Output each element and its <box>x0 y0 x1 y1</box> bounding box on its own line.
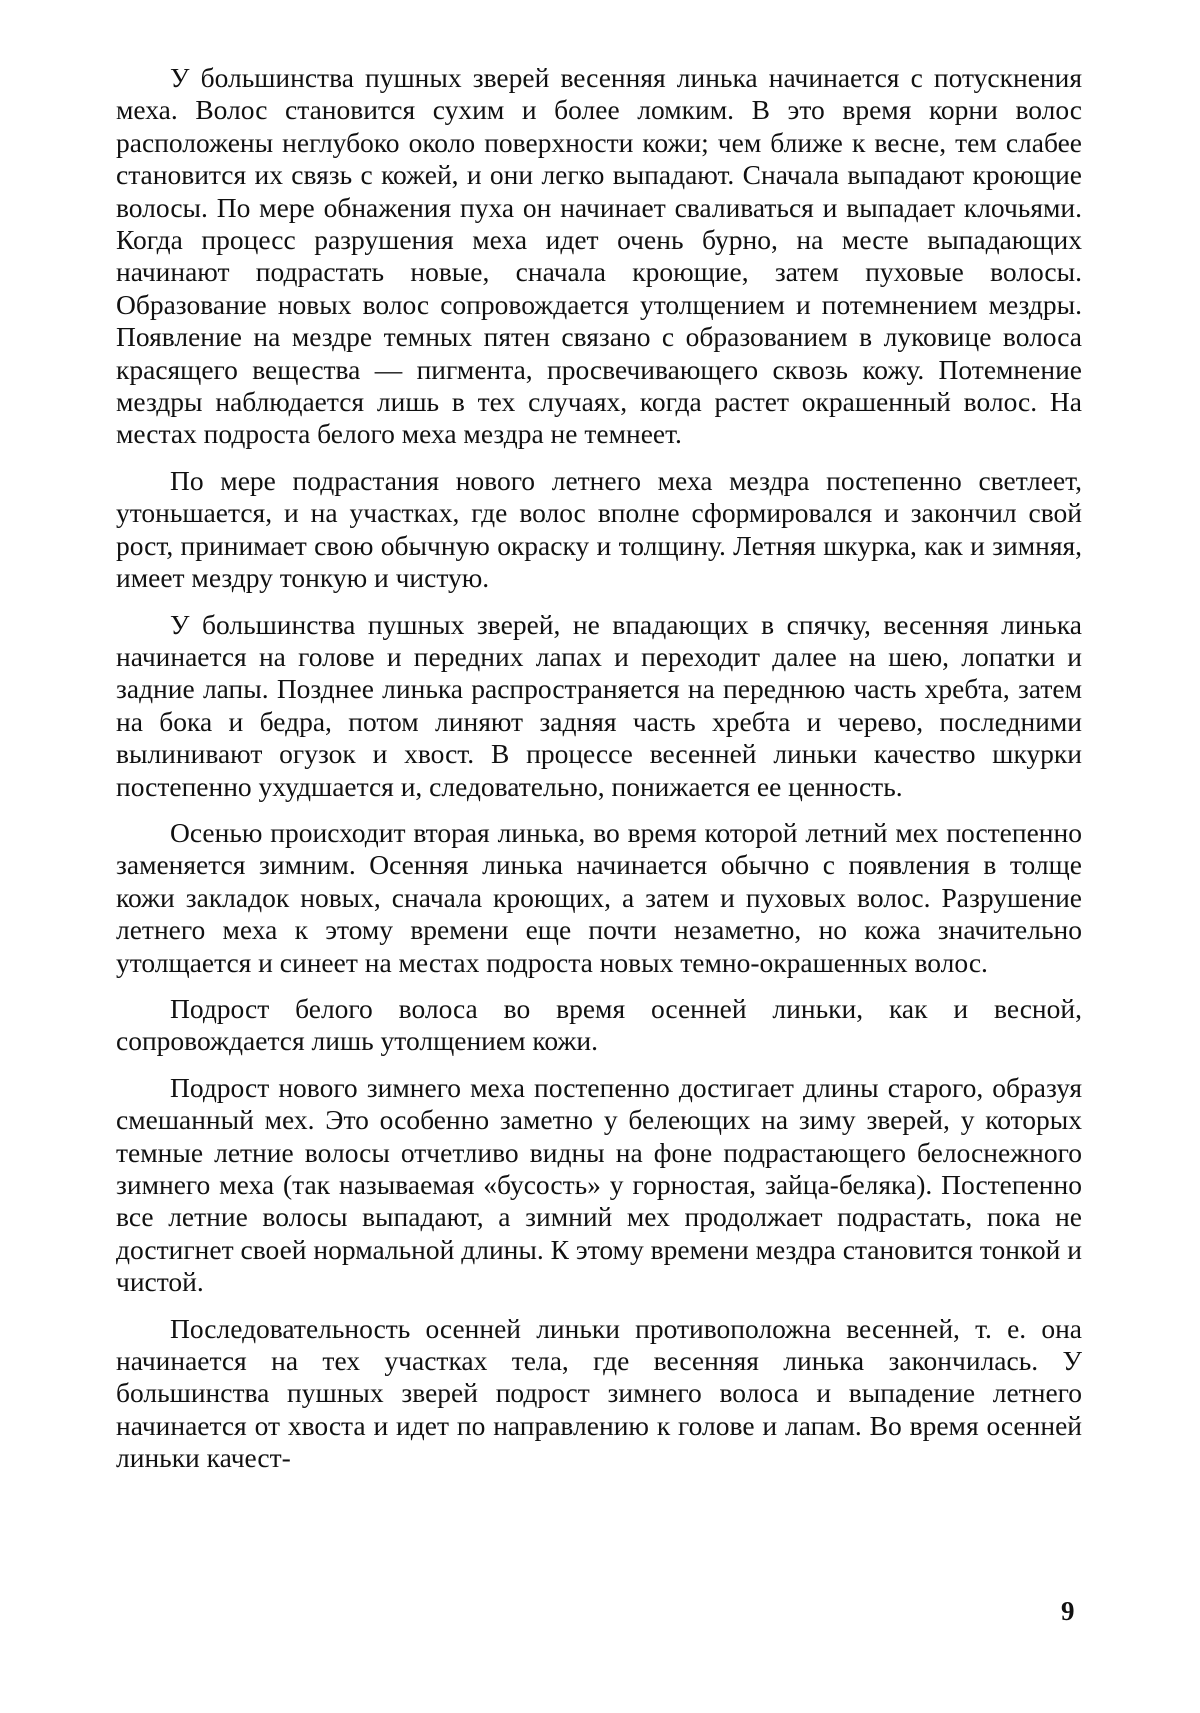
page-body-text <box>116 62 1082 1475</box>
paragraph-autumn-molt-sequence: Последовательность осенней линьки противоположна весенней, т. е. она начинается на тех участках тела, где весенняя линька закончилась. У большинства пушных зверей подрост зимнего волоса и выпадение летнего начинается от хвоста и идет по направлению к голове и лапам. Во время осенней линьки качест- <box>116 1312 1082 1474</box>
page-number: 9 <box>1061 1596 1075 1626</box>
paragraph-spring-molt-start: У большинства пушных зверей весенняя линька начинается с потускнения меха. Волос становится сухим и более ломким. В это время корни волос расположены неглубоко около поверхности кожи; чем ближе к весне, тем слабее становится их связь с кожей, и они легко выпадают. Сначала выпадают кроющие волосы. По мере обнажения пуха он начинает сваливаться и выпадает клочьями. Когда процесс разрушения меха идет очень бурно, на месте выпадающих начинают подрастать новые, сначала кроющие, затем пуховые волосы. Образование новых волос сопровождается утолщением и потемнением мездры. Появление на мездре темных пятен связано с образованием в луковице волоса красящего вещества — пигмента, просвечивающего сквозь кожу. Потемнение мездры наблюдается лишь в тех случаях, когда растет окрашенный волос. На местах подроста белого меха мездра не темнеет. <box>116 62 1082 450</box>
paragraph-spring-molt-sequence: У большинства пушных зверей, не впадающих в спячку, весенняя линька начинается на голове и передних лапах и переходит далее на шею, лопатки и задние лапы. Позднее линька распространяется на переднюю часть хребта, затем на бока и бедра, потом линяют задняя часть хребта и черево, последними вылинивают огузок и хвост. В процессе весенней линьки качество шкурки постепенно ухудшается и, следовательно, понижается ее ценность. <box>116 608 1082 802</box>
paragraph-winter-fur-growth: Подрост нового зимнего меха постепенно достигает длины старого, образуя смешанный мех. Это особенно заметно у белеющих на зиму зверей, у которых темные летние волосы отчетливо видны на фоне подрастающего белоснежного зимнего меха (так называемая «бусость» у горностая, зайца-беляка). Постепенно все летние волосы выпадают, а зимний мех продолжает подрастать, пока не достигнет своей нормальной длины. К этому времени мездра становится тонкой и чистой. <box>116 1071 1082 1298</box>
paragraph-summer-fur-growth: По мере подрастания нового летнего меха мездра постепенно светлеет, утоньшается, и на участках, где волос вполне сформировался и закончил свой рост, принимает свою обычную окраску и толщину. Летняя шкурка, как и зимняя, имеет мездру тонкую и чистую. <box>116 464 1082 594</box>
paragraph-autumn-molt: Осенью происходит вторая линька, во время которой летний мех постепенно заменяется зимним. Осенняя линька начинается обычно с появления в толще кожи закладок новых, сначала кроющих, а затем и пуховых волос. Разрушение летнего меха к этому времени еще почти незаметно, но кожа значительно утолщается и синеет на местах подроста новых темно-окрашенных волос. <box>116 816 1082 978</box>
paragraph-white-hair-growth: Подрост белого волоса во время осенней линьки, как и весной, сопровождается лишь утолщением кожи. <box>116 992 1082 1057</box>
